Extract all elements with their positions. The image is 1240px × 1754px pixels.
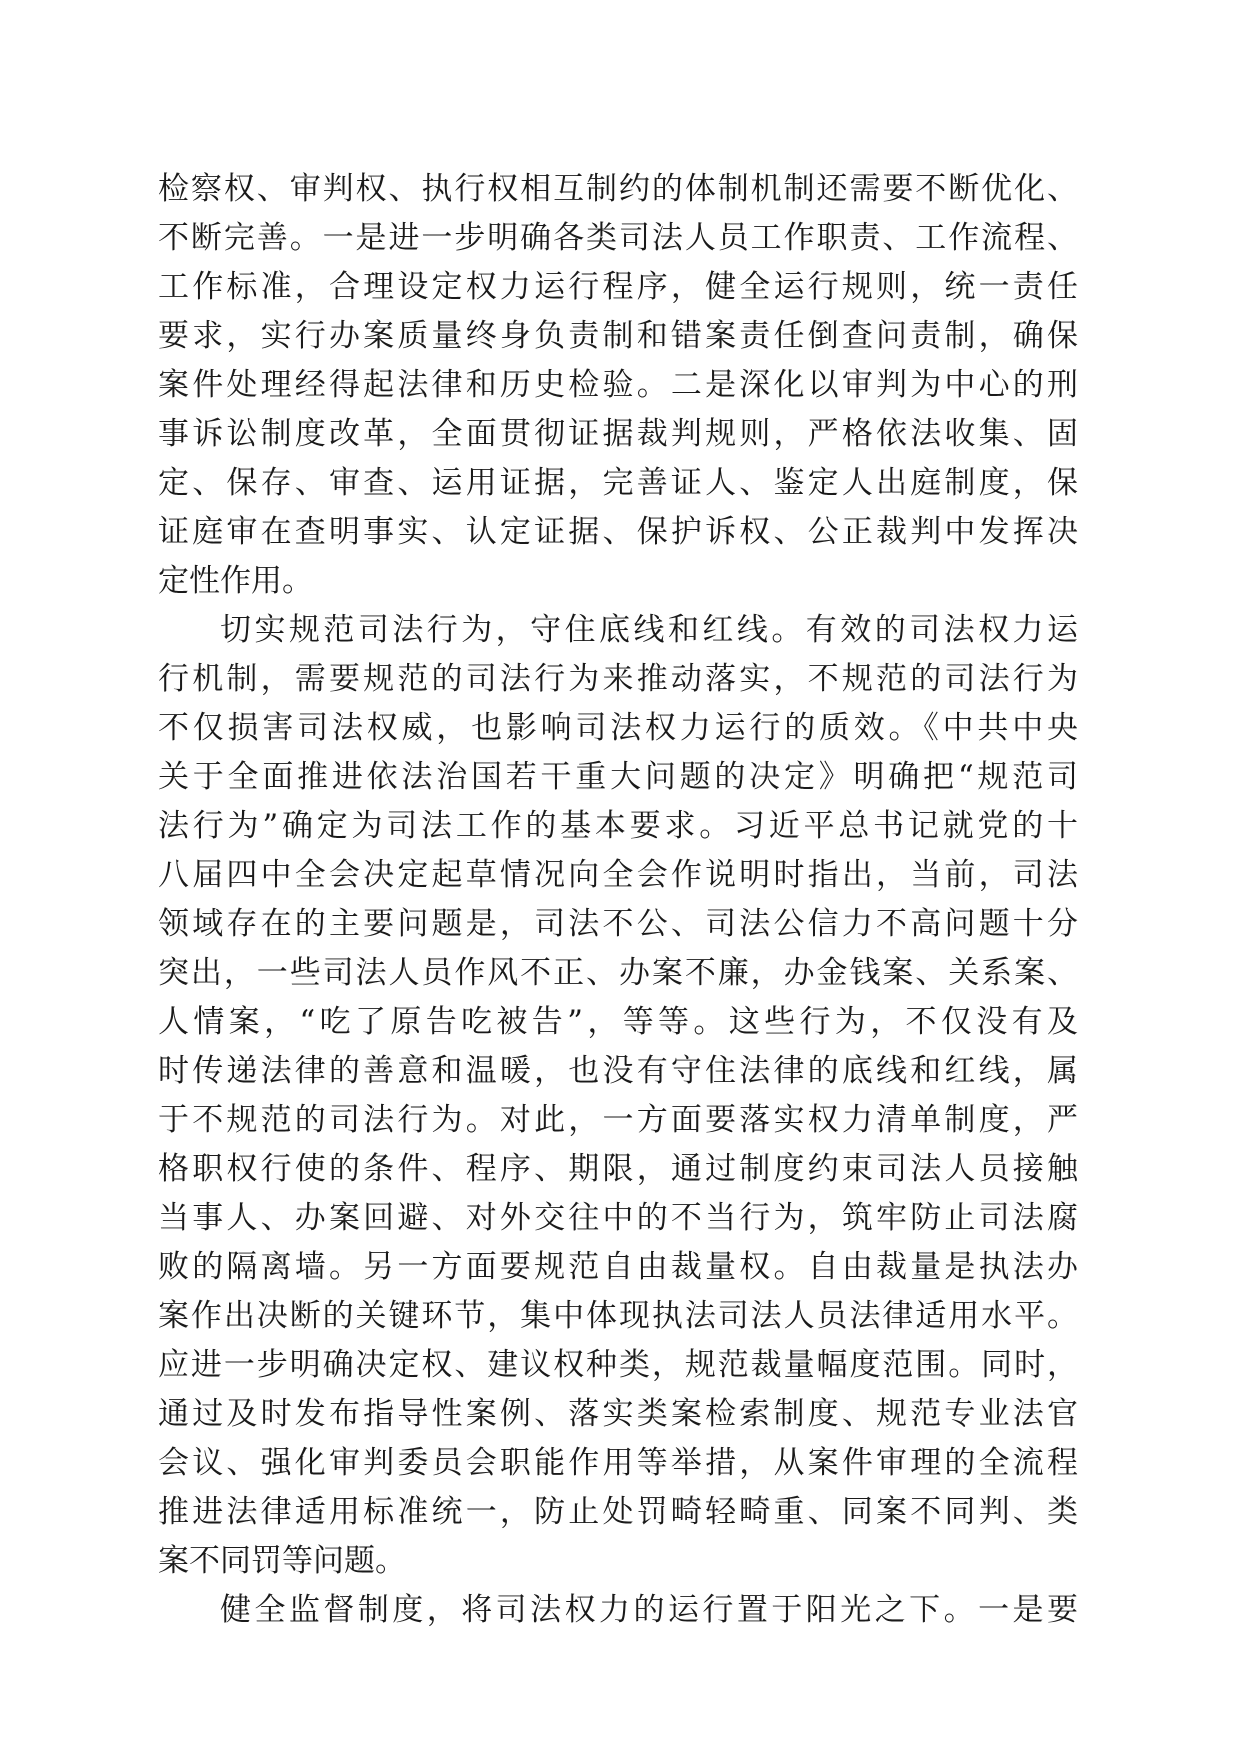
text-line: 检察权、审判权、执行权相互制约的体制机制还需要不断优化、: [158, 171, 1078, 207]
paragraph-first-line: 切实规范司法行为，守住底线和红线。有效的司法权力运: [220, 612, 1078, 648]
text-line: 推进法律适用标准统一，防止处罚畸轻畸重、同案不同判、类: [158, 1494, 1078, 1530]
text-line: 事诉讼制度改革，全面贯彻证据裁判规则，严格依法收集、固: [158, 416, 1078, 452]
text-line: 当事人、办案回避、对外交往中的不当行为，筑牢防止司法腐: [158, 1200, 1078, 1236]
text-line: 法行为”确定为司法工作的基本要求。习近平总书记就党的十: [158, 808, 1078, 844]
text-line: 人情案，“吃了原告吃被告”，等等。这些行为，不仅没有及: [158, 1004, 1078, 1040]
text-line: 格职权行使的条件、程序、期限，通过制度约束司法人员接触: [158, 1151, 1078, 1187]
text-line: 定性作用。: [158, 563, 313, 599]
text-line: 不仅损害司法权威，也影响司法权力运行的质效。《中共中央: [158, 710, 1078, 746]
text-line: 证庭审在查明事实、认定证据、保护诉权、公正裁判中发挥决: [158, 514, 1078, 550]
text-line: 时传递法律的善意和温暖，也没有守住法律的底线和红线，属: [158, 1053, 1078, 1089]
text-line: 关于全面推进依法治国若干重大问题的决定》明确把“规范司: [158, 759, 1078, 795]
text-line: 于不规范的司法行为。对此，一方面要落实权力清单制度，严: [158, 1102, 1078, 1138]
text-line: 案作出决断的关键环节，集中体现执法司法人员法律适用水平。: [158, 1298, 1078, 1334]
text-line: 应进一步明确决定权、建议权种类，规范裁量幅度范围。同时，: [158, 1347, 1078, 1383]
text-line: 工作标准，合理设定权力运行程序，健全运行规则，统一责任: [158, 269, 1078, 305]
text-line: 通过及时发布指导性案例、落实类案检索制度、规范专业法官: [158, 1396, 1078, 1432]
text-line: 要求，实行办案质量终身负责制和错案责任倒查问责制，确保: [158, 318, 1078, 354]
text-line: 案不同罚等问题。: [158, 1543, 406, 1579]
text-line: 领域存在的主要问题是，司法不公、司法公信力不高问题十分: [158, 906, 1078, 942]
text-line: 定、保存、审查、运用证据，完善证人、鉴定人出庭制度，保: [158, 465, 1078, 501]
text-line: 不断完善。一是进一步明确各类司法人员工作职责、工作流程、: [158, 220, 1078, 256]
paragraph-first-line: 健全监督制度，将司法权力的运行置于阳光之下。一是要: [220, 1592, 1078, 1628]
text-line: 会议、强化审判委员会职能作用等举措，从案件审理的全流程: [158, 1445, 1078, 1481]
text-line: 败的隔离墙。另一方面要规范自由裁量权。自由裁量是执法办: [158, 1249, 1078, 1285]
text-line: 案件处理经得起法律和历史检验。二是深化以审判为中心的刑: [158, 367, 1078, 403]
text-line: 行机制，需要规范的司法行为来推动落实，不规范的司法行为: [158, 661, 1078, 697]
text-line: 八届四中全会决定起草情况向全会作说明时指出，当前，司法: [158, 857, 1078, 893]
document-body: [158, 165, 1078, 1635]
text-line: 突出，一些司法人员作风不正、办案不廉，办金钱案、关系案、: [158, 955, 1078, 991]
